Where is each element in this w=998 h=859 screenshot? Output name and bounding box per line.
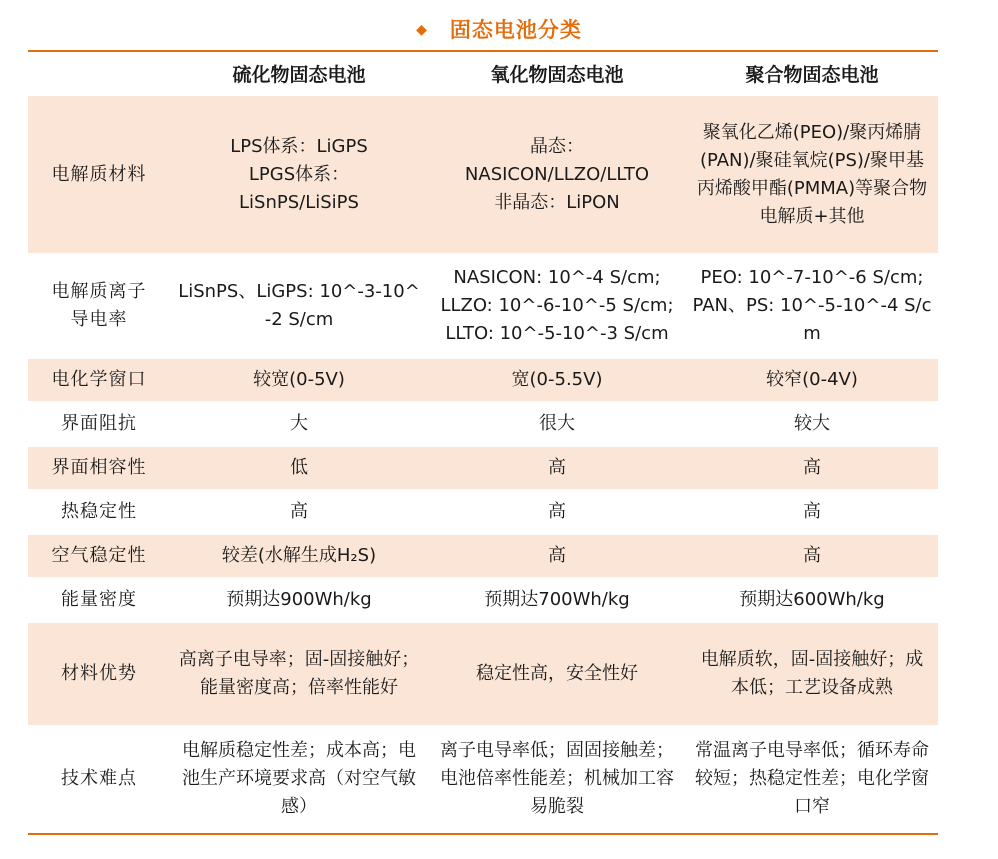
cell-line: LiSnPS、LiGPS: 10^-3-10^-2 S/cm (178, 281, 420, 330)
cell-line: 预期达600Wh/kg (739, 589, 885, 610)
row-label: 电解质材料 (28, 96, 170, 254)
cell-line: 高 (803, 545, 821, 566)
bottom-rule (28, 833, 938, 835)
table-row (28, 490, 938, 534)
cell-line: PEO: 10^-7-10^-6 S/cm; (700, 267, 924, 288)
cell-oxide (428, 622, 686, 726)
cell-line: LLZO: 10^-6-10^-5 S/cm; (440, 295, 674, 316)
cell-line: LiSnPS/LiSiPS (239, 191, 359, 213)
cell-oxide (428, 402, 686, 446)
cell-sulfide (170, 402, 428, 446)
row-label: 界面相容性 (28, 446, 170, 490)
cell-line: 较差(水解生成H₂S) (221, 545, 377, 566)
cell-line: 较窄(0-4V) (766, 369, 858, 390)
cell-line: 大 (290, 413, 308, 434)
cell-line: 预期达700Wh/kg (484, 589, 630, 610)
cell-line: LPS体系：LiGPS (230, 135, 368, 157)
cell-polymer (686, 726, 938, 830)
cell-line: 电解质稳定性差；成本高；电池生产环境要求高（对空气敏感） (182, 739, 416, 817)
table-body (28, 96, 938, 830)
row-label: 电化学窗口 (28, 358, 170, 402)
cell-polymer (686, 490, 938, 534)
cell-line: 宽(0-5.5V) (511, 369, 603, 390)
cell-sulfide (170, 446, 428, 490)
row-label: 界面阻抗 (28, 402, 170, 446)
header-sulfide: 硫化物固态电池 (232, 63, 366, 86)
cell-sulfide (170, 578, 428, 622)
cell-line: 聚氧化乙烯(PEO)/聚丙烯腈(PAN)/聚硅氧烷(PS)/聚甲基丙烯酸甲酯(PMMA)等聚合物电解质+其他 (696, 121, 928, 227)
header-empty-cell (28, 53, 170, 96)
cell-polymer (686, 358, 938, 402)
cell-line: LLTO: 10^-5-10^-3 S/cm (445, 323, 669, 344)
row-label: 电解质离子导电率 (28, 254, 170, 358)
cell-polymer (686, 96, 938, 254)
cell-line: 晶态： (530, 135, 584, 157)
cell-oxide (428, 578, 686, 622)
table-row (28, 402, 938, 446)
header-oxide: 氧化物固态电池 (490, 63, 624, 86)
cell-line: 高 (290, 501, 308, 522)
cell-polymer (686, 254, 938, 358)
table-row (28, 578, 938, 622)
cell-line: 高 (548, 457, 566, 478)
table-row (28, 726, 938, 830)
cell-sulfide (170, 726, 428, 830)
comparison-table (28, 53, 938, 830)
cell-line: NASICON/LLZO/LLTO (464, 163, 650, 185)
cell-oxide (428, 254, 686, 358)
cell-sulfide (170, 534, 428, 578)
page-title (0, 14, 998, 44)
row-label: 能量密度 (28, 578, 170, 622)
top-rule (28, 50, 938, 52)
row-label: 技术难点 (28, 726, 170, 830)
cell-polymer (686, 402, 938, 446)
cell-line: 较宽(0-5V) (253, 369, 345, 390)
cell-line: 高 (548, 545, 566, 566)
cell-line: 高 (803, 457, 821, 478)
cell-oxide (428, 446, 686, 490)
cell-sulfide (170, 490, 428, 534)
cell-line: 稳定性高，安全性好 (476, 663, 638, 684)
cell-sulfide (170, 622, 428, 726)
table-row (28, 96, 938, 254)
table-row (28, 534, 938, 578)
cell-oxide (428, 358, 686, 402)
cell-line: 高 (803, 501, 821, 522)
title-text: 固态电池分类 (449, 18, 582, 42)
cell-line: 非晶态：LiPON (494, 191, 620, 213)
cell-line: 预期达900Wh/kg (226, 589, 372, 610)
cell-line: LPGS体系： (248, 163, 350, 185)
cell-line: NASICON: 10^-4 S/cm; (453, 267, 661, 288)
cell-oxide (428, 534, 686, 578)
cell-polymer (686, 534, 938, 578)
cell-line: 高离子电导率；固-固接触好；能量密度高；倍率性能好 (178, 649, 420, 698)
row-label: 空气稳定性 (28, 534, 170, 578)
table-row (28, 446, 938, 490)
cell-sulfide (170, 96, 428, 254)
row-label: 材料优势 (28, 622, 170, 726)
diamond-icon: ◆ (416, 22, 428, 38)
cell-line: 高 (548, 501, 566, 522)
cell-line: 电解质软，固-固接触好；成本低；工艺设备成熟 (700, 649, 924, 698)
cell-polymer (686, 622, 938, 726)
cell-sulfide (170, 358, 428, 402)
cell-line: 低 (290, 457, 308, 478)
header-row (28, 53, 938, 96)
cell-oxide (428, 726, 686, 830)
cell-sulfide (170, 254, 428, 358)
cell-line: 离子电导率低；固固接触差；电池倍率性能差；机械加工容易脆裂 (440, 739, 674, 817)
cell-line: 很大 (539, 413, 575, 434)
cell-oxide (428, 490, 686, 534)
table-row (28, 254, 938, 358)
table-row (28, 358, 938, 402)
header-polymer: 聚合物固态电池 (745, 63, 879, 86)
cell-polymer (686, 578, 938, 622)
cell-line: 较大 (794, 413, 830, 434)
table-row (28, 622, 938, 726)
cell-line: 常温离子电导率低；循环寿命较短；热稳定性差；电化学窗口窄 (695, 739, 929, 817)
cell-line: PAN、PS: 10^-5-10^-4 S/cm (692, 295, 932, 344)
cell-polymer (686, 446, 938, 490)
cell-oxide (428, 96, 686, 254)
row-label: 热稳定性 (28, 490, 170, 534)
